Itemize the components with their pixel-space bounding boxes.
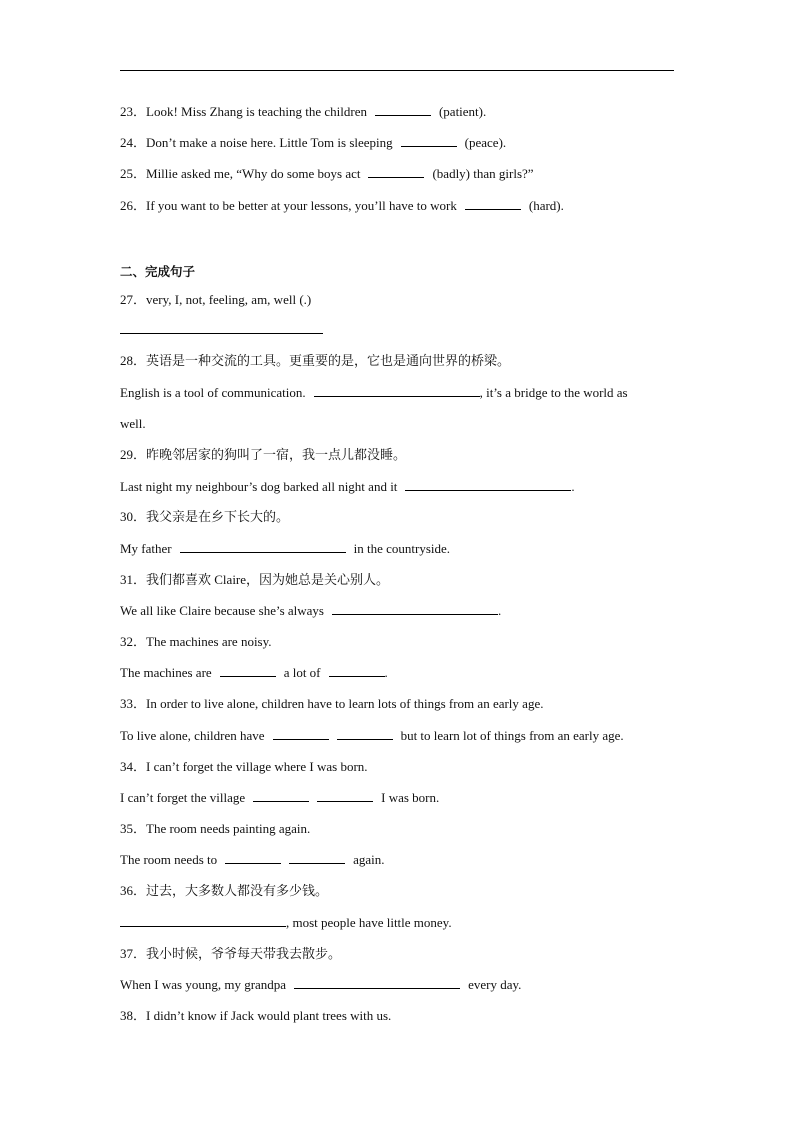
- question-26: [120, 198, 564, 214]
- sentence-end: , it’s a bridge to the world as: [479, 385, 628, 400]
- question-text: Don’t make a noise here. Little Tom is sleeping: [146, 135, 393, 150]
- sentence-start: The room needs to: [120, 852, 218, 867]
- question-33-prompt: [120, 696, 543, 712]
- question-number: 28: [120, 353, 133, 368]
- sentence-end: but to learn lot of things from an early age.: [400, 728, 624, 743]
- sentence-end: .: [571, 479, 575, 494]
- answer-blank[interactable]: [253, 790, 309, 802]
- hint: (peace).: [464, 135, 507, 150]
- question-number: 34: [120, 759, 133, 774]
- sentence-middle: a lot of: [283, 665, 321, 680]
- sentence-start: We all like Claire because she’s always: [120, 603, 324, 618]
- separator: ．: [133, 135, 147, 150]
- header-rule: [120, 70, 674, 71]
- chinese-prompt: 我们都喜欢 Claire，因为她总是关心别人。: [146, 572, 390, 587]
- question-prompt: The machines are noisy.: [146, 634, 272, 649]
- question-number: 26: [120, 198, 133, 213]
- question-number: 37: [120, 946, 133, 961]
- question-35-sentence: [120, 852, 385, 868]
- question-25: [120, 166, 534, 182]
- question-prompt: very, I, not, feeling, am, well (.): [146, 292, 312, 307]
- question-number: 35: [120, 821, 133, 836]
- answer-blank[interactable]: [337, 728, 393, 740]
- separator: ．: [133, 946, 147, 961]
- answer-line-27: [120, 322, 323, 338]
- separator: ．: [133, 1008, 147, 1023]
- question-34-prompt: [120, 759, 368, 775]
- chinese-prompt: 过去，大多数人都没有多少钱。: [146, 883, 329, 898]
- answer-blank[interactable]: [273, 728, 329, 740]
- sentence-start: English is a tool of communication.: [120, 385, 306, 400]
- question-number: 29: [120, 447, 133, 462]
- separator: ．: [133, 572, 147, 587]
- question-27: [120, 292, 311, 308]
- sentence-end: in the countryside.: [353, 541, 451, 556]
- separator: ．: [133, 759, 147, 774]
- question-24: [120, 135, 506, 151]
- question-28-sentence: [120, 385, 628, 401]
- question-36-chinese: [120, 883, 328, 899]
- sentence-end: , most people have little money.: [286, 915, 452, 930]
- question-text: If you want to be better at your lessons, you’ll have to work: [146, 198, 457, 213]
- question-34-sentence: [120, 790, 439, 806]
- answer-blank[interactable]: [401, 135, 457, 147]
- separator: ．: [133, 696, 147, 711]
- sentence-start: When I was young, my grandpa: [120, 977, 287, 992]
- question-prompt: I can’t forget the village where I was born.: [146, 759, 368, 774]
- question-prompt: The room needs painting again.: [146, 821, 311, 836]
- question-number: 36: [120, 883, 133, 898]
- question-number: 24: [120, 135, 133, 150]
- question-number: 31: [120, 572, 133, 587]
- sentence-end: every day.: [468, 977, 522, 992]
- question-37-chinese: [120, 946, 341, 962]
- separator: ．: [133, 821, 147, 836]
- question-text: Millie asked me, “Why do some boys act: [146, 166, 361, 181]
- answer-blank[interactable]: [314, 385, 480, 397]
- hint: (patient).: [438, 104, 487, 119]
- sentence-end: again.: [353, 852, 385, 867]
- sentence-start: I can’t forget the village: [120, 790, 246, 805]
- separator: ．: [133, 353, 147, 368]
- chinese-prompt: 我小时候，爷爷每天带我去散步。: [146, 946, 342, 961]
- question-number: 25: [120, 166, 133, 181]
- chinese-prompt: 昨晚邻居家的狗叫了一宿，我一点儿都没睡。: [146, 447, 407, 462]
- separator: ．: [133, 166, 147, 181]
- answer-blank[interactable]: [294, 977, 460, 989]
- sentence-end: .: [384, 665, 388, 680]
- question-36-sentence: [120, 915, 452, 931]
- question-37-sentence: [120, 977, 521, 993]
- question-32-sentence: [120, 665, 388, 681]
- answer-blank[interactable]: [332, 603, 498, 615]
- question-31-chinese: [120, 572, 389, 588]
- question-30-chinese: [120, 509, 289, 525]
- question-prompt: In order to live alone, children have to learn lots of things from an early age.: [146, 696, 544, 711]
- answer-blank[interactable]: [289, 852, 345, 864]
- separator: ．: [133, 198, 147, 213]
- question-38-prompt: [120, 1008, 391, 1024]
- question-35-prompt: [120, 821, 310, 837]
- question-number: 30: [120, 509, 133, 524]
- separator: ．: [133, 292, 147, 307]
- sentence-end: I was born.: [381, 790, 440, 805]
- answer-blank[interactable]: [120, 322, 323, 334]
- question-28-chinese: [120, 353, 510, 369]
- separator: ．: [133, 634, 147, 649]
- question-29-sentence: [120, 479, 575, 495]
- chinese-prompt: 英语是一种交流的工具。更重要的是，它也是通向世界的桥梁。: [146, 353, 511, 368]
- question-31-sentence: [120, 603, 501, 619]
- question-32-prompt: [120, 634, 272, 650]
- separator: ．: [133, 883, 147, 898]
- question-33-sentence: [120, 728, 624, 744]
- question-number: 23: [120, 104, 133, 119]
- sentence-end: .: [498, 603, 502, 618]
- separator: ．: [133, 509, 147, 524]
- question-30-sentence: [120, 541, 450, 557]
- answer-blank[interactable]: [465, 198, 521, 210]
- answer-blank[interactable]: [220, 665, 276, 677]
- sentence-start: The machines are: [120, 665, 212, 680]
- answer-blank[interactable]: [329, 665, 385, 677]
- answer-blank[interactable]: [180, 541, 346, 553]
- hint: (badly) than girls?”: [432, 166, 534, 181]
- chinese-prompt: 我父亲是在乡下长大的。: [146, 509, 290, 524]
- answer-blank[interactable]: [225, 852, 281, 864]
- question-prompt: I didn’t know if Jack would plant trees with us.: [146, 1008, 392, 1023]
- sentence-start: To live alone, children have: [120, 728, 265, 743]
- question-23: [120, 104, 486, 120]
- question-number: 38: [120, 1008, 133, 1023]
- question-number: 32: [120, 634, 133, 649]
- hint: (hard).: [528, 198, 564, 213]
- answer-blank[interactable]: [317, 790, 373, 802]
- answer-blank[interactable]: [375, 104, 431, 116]
- separator: ．: [133, 104, 147, 119]
- answer-blank[interactable]: [368, 166, 424, 178]
- answer-blank[interactable]: [120, 915, 286, 927]
- separator: ．: [133, 447, 147, 462]
- question-29-chinese: [120, 447, 406, 463]
- answer-blank[interactable]: [405, 479, 571, 491]
- sentence-start: My father: [120, 541, 172, 556]
- question-text: Look! Miss Zhang is teaching the children: [146, 104, 367, 119]
- question-number: 33: [120, 696, 133, 711]
- sentence-start: Last night my neighbour’s dog barked all night and it: [120, 479, 398, 494]
- question-number: 27: [120, 292, 133, 307]
- section-title: 二、完成句子: [120, 264, 196, 279]
- question-28-continuation: well.: [120, 416, 146, 431]
